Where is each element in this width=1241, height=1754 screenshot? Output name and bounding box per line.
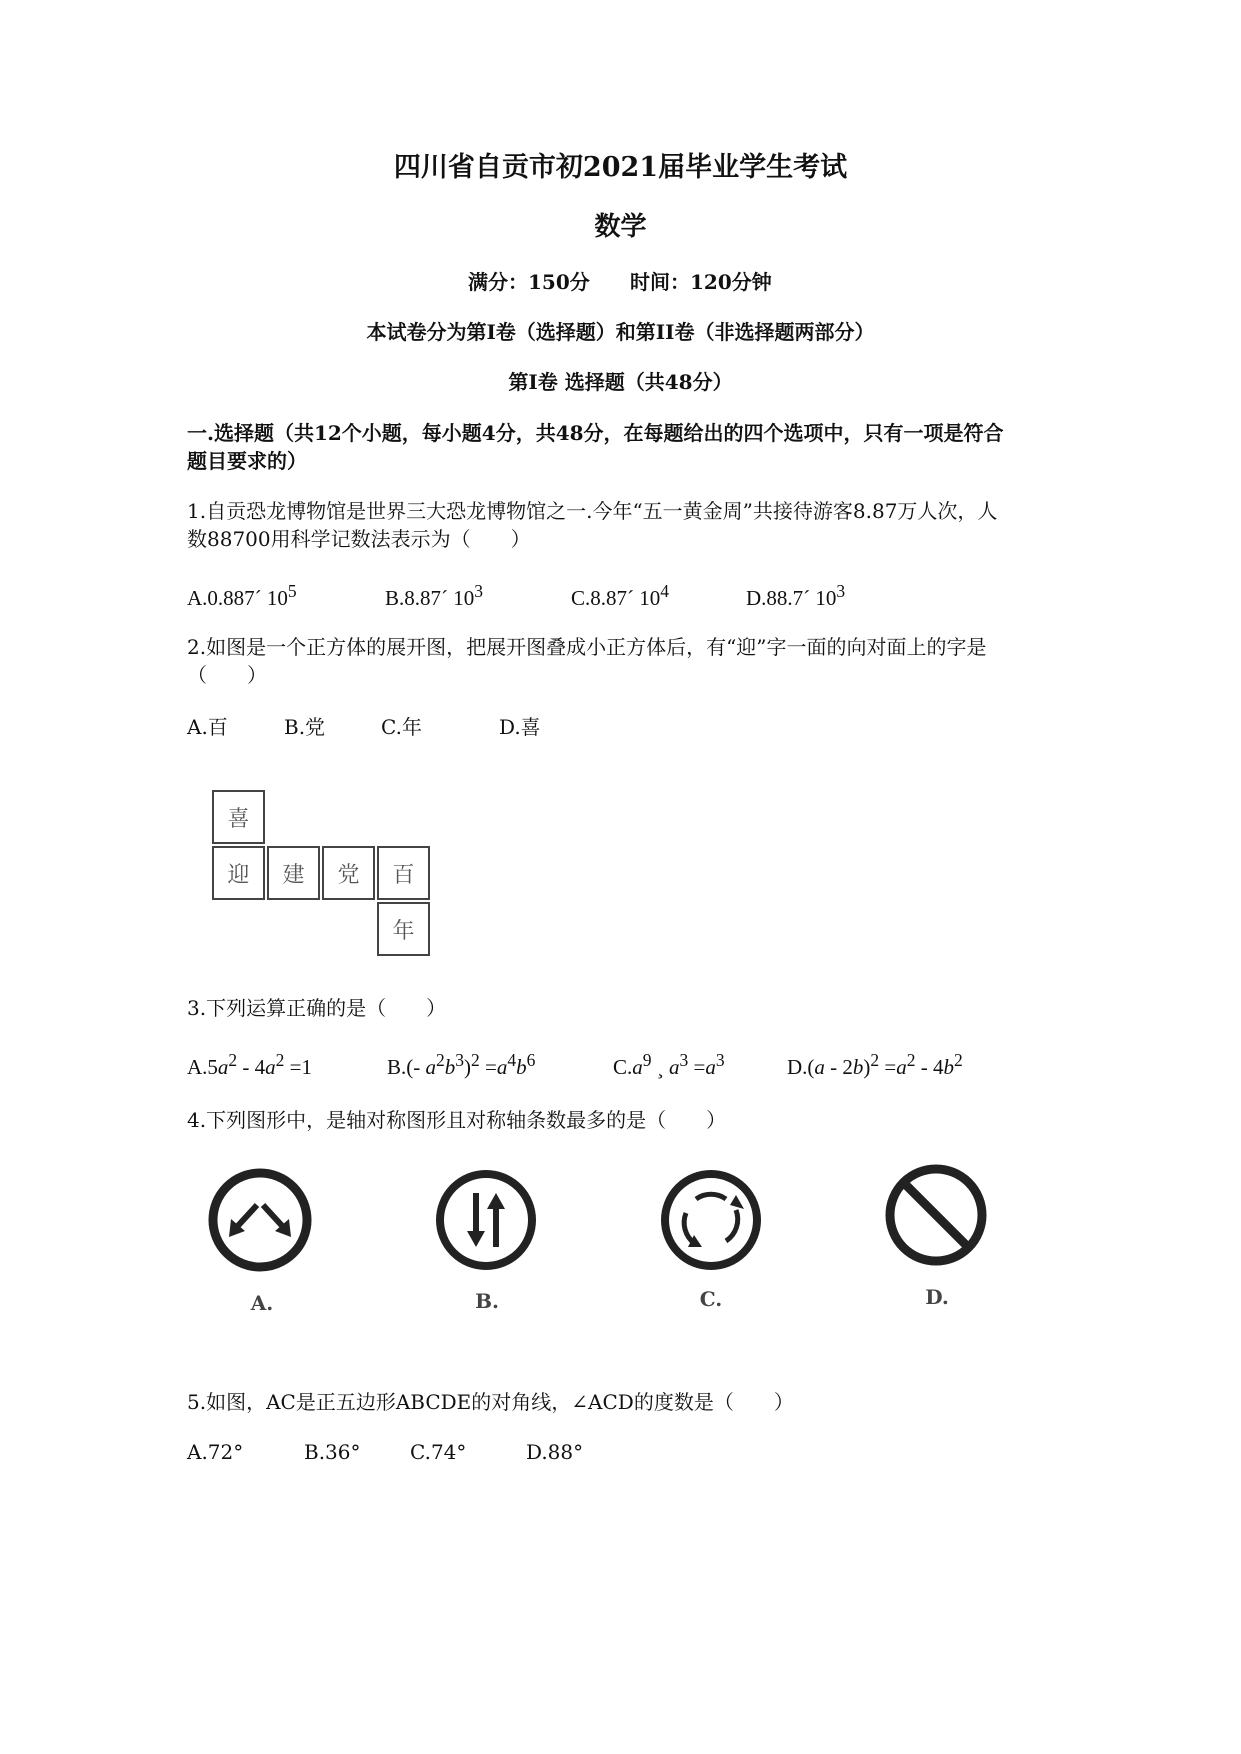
- q4-option-c: C.: [699, 1287, 723, 1311]
- q3-option-b: B.(- $a^2b^3)^2 =a^4b^6$: [387, 1050, 536, 1079]
- q2-option-c: C.年: [381, 715, 422, 739]
- q4-option-b: B.: [475, 1289, 499, 1313]
- section-heading: 一.选择题（共12个小题，每小题4分，共48分，在每题给出的四个选项中，只有一项是符合: [187, 421, 1004, 445]
- q5-option-a: A.72°: [187, 1440, 244, 1464]
- q5-option-c: C.74°: [410, 1440, 467, 1464]
- q2-option-a: A.百: [187, 715, 228, 739]
- net-cell: 建: [267, 846, 320, 900]
- q1-option-a: A.0.887´ $10^5$: [187, 581, 297, 610]
- net-cell: 年: [377, 902, 430, 956]
- net-cell: 迎: [212, 846, 265, 900]
- roundabout-sign-icon: [656, 1165, 766, 1275]
- part1-heading: 第I卷 选择题（共48分）: [508, 370, 733, 394]
- q1-option-b: B.8.87´ $10^3$: [385, 581, 484, 610]
- net-cell: 党: [322, 846, 375, 900]
- net-cell: 喜: [212, 790, 265, 844]
- q3-option-c: $C.a^9$ ¸ $a^3 =a^3$: [613, 1050, 725, 1079]
- question-5-text: 5.如图，AC是正五边形ABCDE的对角线，∠ACD的度数是（ ）: [187, 1390, 794, 1414]
- exam-note: 本试卷分为第I卷（选择题）和第II卷（非选择题两部分）: [366, 320, 875, 344]
- net-cell: 百: [377, 846, 430, 900]
- q1-option-c: C.8.87´ $10^4$: [571, 581, 670, 610]
- question-2-text-cont: （ ）: [187, 663, 267, 687]
- question-1-text-cont: 数88700用科学记数法表示为（ ）: [187, 527, 531, 551]
- q4-option-a: A.: [250, 1291, 274, 1315]
- q5-option-b: B.36°: [304, 1440, 361, 1464]
- question-1-text: 1.自贡恐龙博物馆是世界三大恐龙博物馆之一.今年“五一黄金周”共接待游客8.87万人次，人: [187, 499, 998, 523]
- section-heading-cont: 题目要求的）: [187, 449, 307, 473]
- q1-option-d: D.88.7´ $10^3$: [746, 581, 846, 610]
- q3-option-a: $A.5a^2 - 4a^2 =1$: [187, 1050, 313, 1079]
- subject-title: 数学: [594, 212, 647, 242]
- exam-title: 四川省自贡市初2021届毕业学生考试: [393, 152, 848, 183]
- question-2-text: 2.如图是一个正方体的展开图，把展开图叠成小正方体后，有“迎”字一面的向对面上的字是: [187, 635, 987, 659]
- full-score: 满分：150分: [468, 270, 590, 294]
- question-3-text: 3.下列运算正确的是（ ）: [187, 996, 447, 1020]
- q5-option-d: D.88°: [526, 1440, 584, 1464]
- two-way-arrows-sign-icon: [431, 1165, 541, 1275]
- question-4-text: 4.下列图形中，是轴对称图形且对称轴条数最多的是（ ）: [187, 1108, 727, 1132]
- q2-option-b: B.党: [284, 715, 326, 739]
- exam-time: 时间：120分钟: [630, 270, 772, 294]
- q2-option-d: D.喜: [499, 715, 541, 739]
- no-entry-sign-icon: [881, 1160, 991, 1270]
- diverging-arrows-sign-icon: [205, 1165, 315, 1275]
- q3-option-d: $D.(a - 2b)^2 =a^2 - 4b^2$: [787, 1050, 963, 1079]
- q4-option-d: D.: [925, 1285, 949, 1309]
